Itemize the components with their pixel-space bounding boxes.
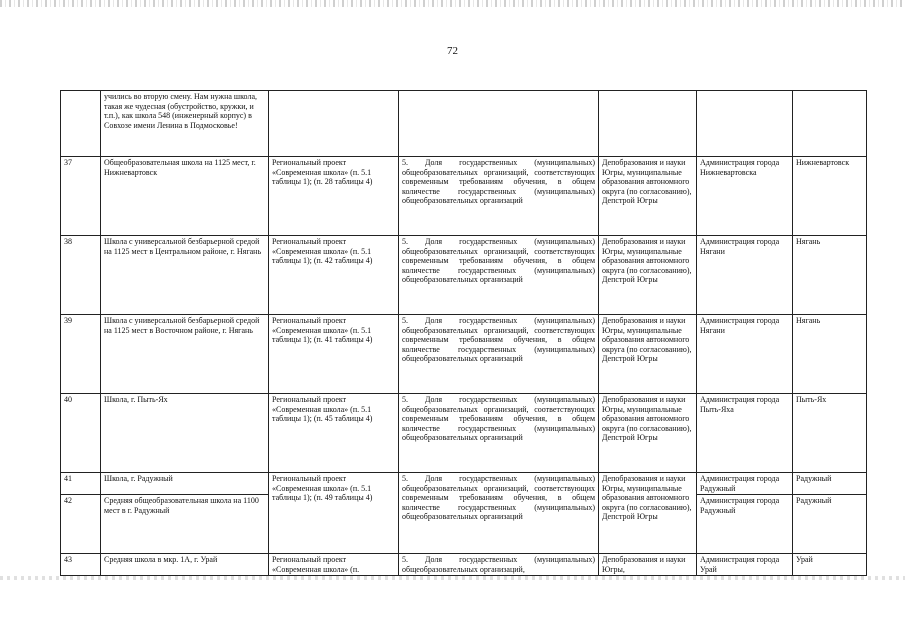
- table-row: [61, 394, 867, 473]
- object-name: Средняя общеобразовательная школа на 1100 мест в г. Радужный: [101, 495, 269, 554]
- table-row: [61, 236, 867, 315]
- executor: Депобразования и науки Югры,: [599, 554, 697, 576]
- executor: Депобразования и науки Югры, муниципальные образования автономного округа (по согласованию), Депстрой Югры: [599, 473, 697, 554]
- municipality: Нягань: [793, 315, 867, 394]
- co-executor: Администрация города Урай: [697, 554, 793, 576]
- executor: Депобразования и науки Югры, муниципальные образования автономного округа (по согласованию), Депстрой Югры: [599, 315, 697, 394]
- object-name: Общеобразовательная школа на 1125 мест, г. Нижневартовск: [101, 157, 269, 236]
- executor: Депобразования и науки Югры, муниципальные образования автономного округа (по согласованию), Депстрой Югры: [599, 394, 697, 473]
- municipality: [793, 91, 867, 157]
- scan-noise-bottom: [0, 576, 905, 580]
- row-number: 37: [61, 157, 101, 236]
- regional-project: [269, 91, 399, 157]
- co-executor: Администрация города Нягани: [697, 236, 793, 315]
- regional-project: Региональный проект «Современная школа» (п. 5.1 таблицы 1); (п. 42 таблицы 4): [269, 236, 399, 315]
- row-number: [61, 91, 101, 157]
- row-number: 41: [61, 473, 101, 495]
- table-row: [61, 473, 867, 495]
- indicator: 5. Доля государственных (муниципальных) общеобразовательных организаций,: [399, 554, 599, 576]
- table-row: [61, 157, 867, 236]
- object-name: учились во вторую смену. Нам нужна школа, такая же чудесная (обустройство, кружки, и т.п.), как школа 548 (инженерный корпус) в Совхозе имени Ленина в Подмосковье!: [101, 91, 269, 157]
- regional-project: Региональный проект «Современная школа» (п. 5.1 таблицы 1); (п. 28 таблицы 4): [269, 157, 399, 236]
- indicator: [399, 91, 599, 157]
- object-name: Средняя школа в мкр. 1А, г. Урай: [101, 554, 269, 576]
- row-number: 38: [61, 236, 101, 315]
- table-row: [61, 315, 867, 394]
- executor: Депобразования и науки Югры, муниципальные образования автономного округа (по согласованию), Депстрой Югры: [599, 157, 697, 236]
- regional-project: Региональный проект «Современная школа» (п. 5.1 таблицы 1); (п. 41 таблицы 4): [269, 315, 399, 394]
- object-name: Школа с универсальной безбарьерной средой на 1125 мест в Восточном районе, г. Нягань: [101, 315, 269, 394]
- table-row: [61, 91, 867, 157]
- scan-noise-top: [0, 0, 905, 7]
- municipality: Нижневартовск: [793, 157, 867, 236]
- executor: Депобразования и науки Югры, муниципальные образования автономного округа (по согласованию), Депстрой Югры: [599, 236, 697, 315]
- regional-project: Региональный проект «Современная школа» (п. 5.1 таблицы 1); (п. 49 таблицы 4): [269, 473, 399, 554]
- row-number: 40: [61, 394, 101, 473]
- indicator: 5. Доля государственных (муниципальных) общеобразовательных организаций, соответствующих современным требованиям обучения, в общем количестве государственных (муниципальных) общеобразовательных организаций: [399, 473, 599, 554]
- row-number: 42: [61, 495, 101, 554]
- row-number: 39: [61, 315, 101, 394]
- indicator: 5. Доля государственных (муниципальных) общеобразовательных организаций, соответствующих современным требованиям обучения, в общем количестве государственных (муниципальных) общеобразовательных организаций: [399, 315, 599, 394]
- indicator: 5. Доля государственных (муниципальных) общеобразовательных организаций, соответствующих современным требованиям обучения, в общем количестве государственных (муниципальных) общеобразовательных организаций: [399, 236, 599, 315]
- executor: [599, 91, 697, 157]
- co-executor: Администрация города Пыть-Яха: [697, 394, 793, 473]
- row-number: 43: [61, 554, 101, 576]
- co-executor: [697, 91, 793, 157]
- indicator: 5. Доля государственных (муниципальных) общеобразовательных организаций, соответствующих современным требованиям обучения, в общем количестве государственных (муниципальных) общеобразовательных организаций: [399, 394, 599, 473]
- municipality: Пыть-Ях: [793, 394, 867, 473]
- municipality: Урай: [793, 554, 867, 576]
- municipality: Радужный: [793, 473, 867, 495]
- co-executor: Администрация города Нижневартовска: [697, 157, 793, 236]
- object-name: Школа, г. Пыть-Ях: [101, 394, 269, 473]
- object-name: Школа, г. Радужный: [101, 473, 269, 495]
- municipality: Нягань: [793, 236, 867, 315]
- municipality: Радужный: [793, 495, 867, 554]
- co-executor: Администрация города Радужный: [697, 495, 793, 554]
- indicator: 5. Доля государственных (муниципальных) общеобразовательных организаций, соответствующих современным требованиям обучения, в общем количестве государственных (муниципальных) общеобразовательных организаций: [399, 157, 599, 236]
- page-number: 72: [447, 45, 458, 57]
- regional-project: Региональный проект «Современная школа» (п.: [269, 554, 399, 576]
- program-table: [60, 90, 867, 576]
- co-executor: Администрация города Радужный: [697, 473, 793, 495]
- object-name: Школа с универсальной безбарьерной средой на 1125 мест в Центральном районе, г. Нягань: [101, 236, 269, 315]
- regional-project: Региональный проект «Современная школа» (п. 5.1 таблицы 1); (п. 45 таблицы 4): [269, 394, 399, 473]
- table-row: [61, 554, 867, 576]
- co-executor: Администрация города Нягани: [697, 315, 793, 394]
